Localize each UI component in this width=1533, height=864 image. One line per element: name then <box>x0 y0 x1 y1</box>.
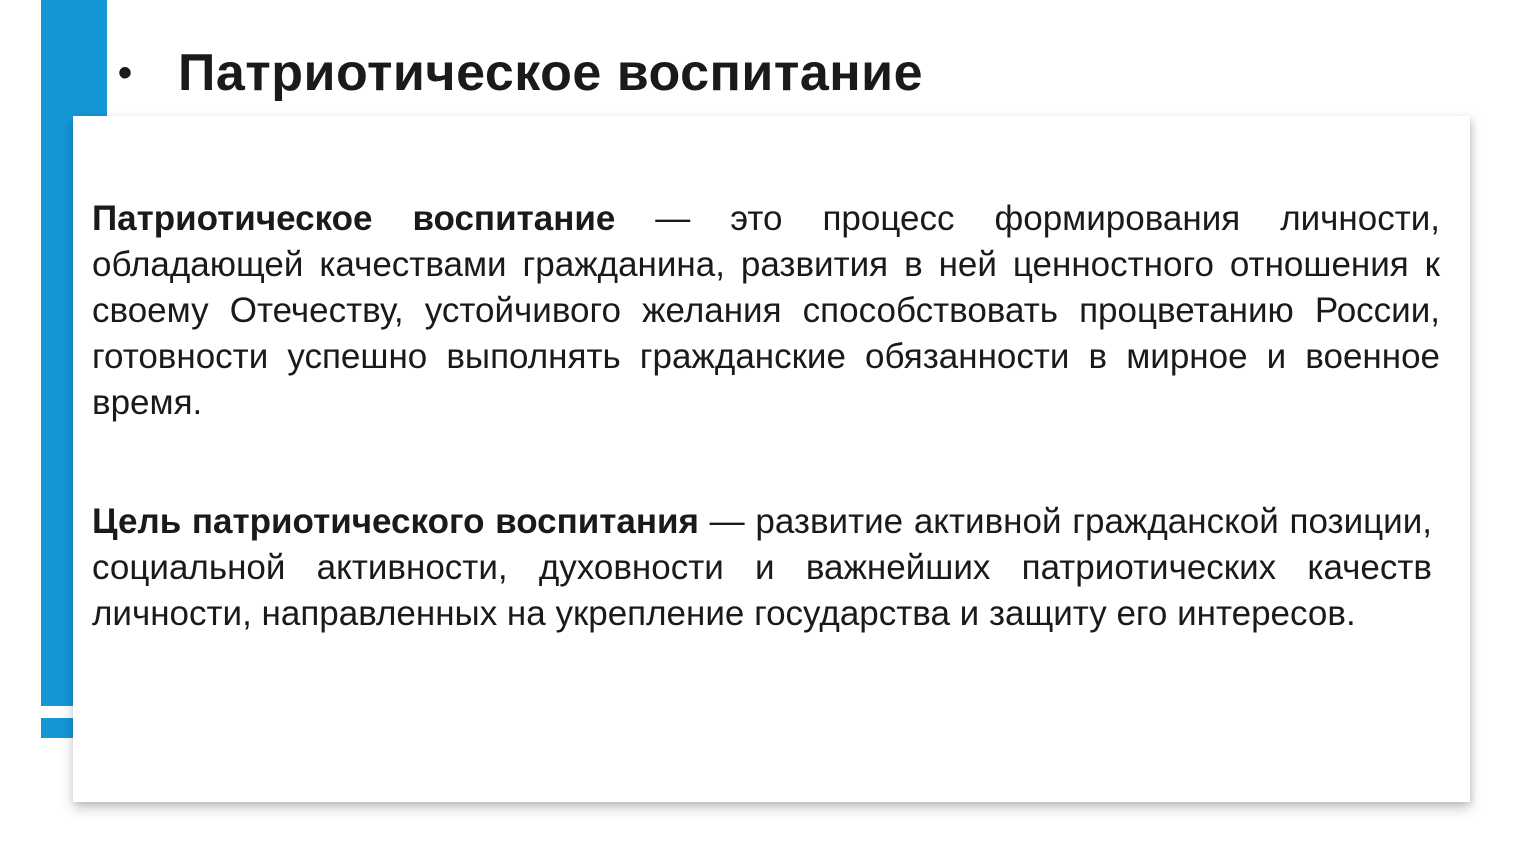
accent-bar-left <box>41 116 73 706</box>
accent-bar-top <box>41 0 107 116</box>
title-bullet: • <box>118 50 133 95</box>
content-card <box>73 116 1470 802</box>
definition-text: — это процесс формирования личности, обладающей качествами гражданина, развития в ней ценностного отношения к своему Отечеству, устойчивого желания способствовать процветанию России, готовности успешно выполнять гражданские обязанности в мирное и военное время. <box>92 199 1440 422</box>
goal-paragraph <box>92 499 1432 637</box>
slide-title: Патриотическое воспитание <box>178 44 924 102</box>
definition-paragraph <box>92 196 1440 426</box>
goal-term: Цель патриотического воспитания <box>92 502 699 541</box>
definition-term: Патриотическое воспитание <box>92 199 616 238</box>
accent-bar-small <box>41 718 73 738</box>
slide-title-row <box>118 38 923 108</box>
goal-text: — развитие активной гражданской позиции, социальной активности, духовности и важнейших патриотических качеств личности, направленных на укрепление государства и защиту его интересов. <box>92 502 1432 633</box>
